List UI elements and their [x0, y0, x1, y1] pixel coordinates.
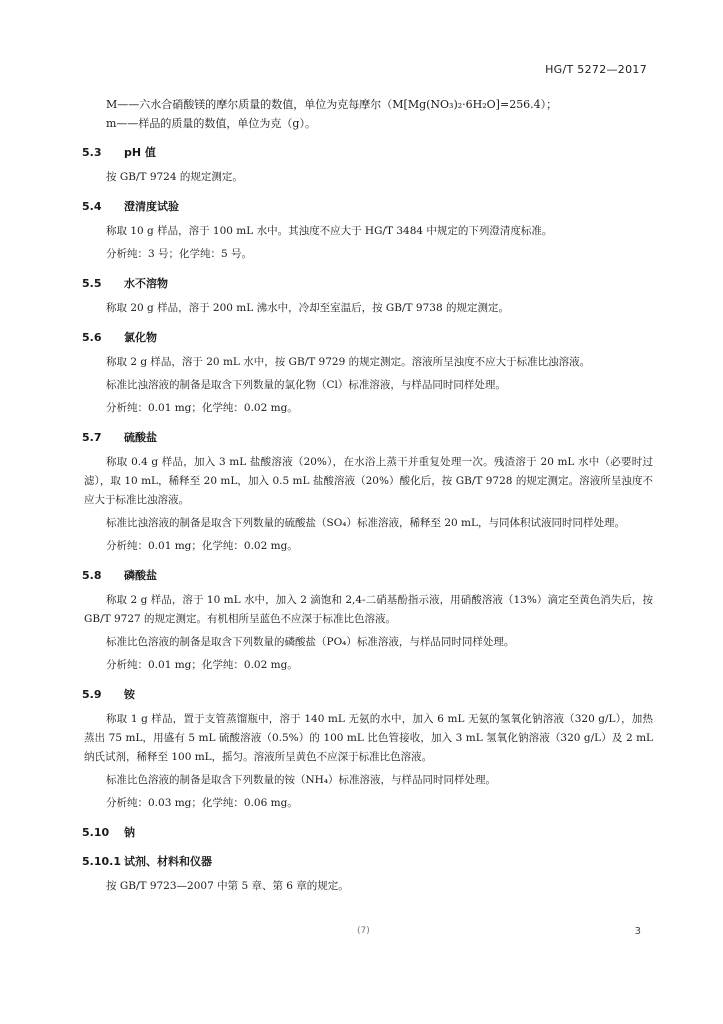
section-paragraph: 分析纯：0.01 mg；化学纯：0.02 mg。 — [106, 659, 298, 671]
section-paragraph: 称取 0.4 g 样品，加入 3 mL 盐酸溶液（20%），在水浴上蒸干并重复处理一次。残渣溶于 20 mL 水中（必要时过滤），取 10 mL，稀释至 20 mL，加入 0.5 mL 盐酸溶液（20%）酸化后，按 GB/T 9728 的规定测定。溶液所呈浊度不应大于标准比浊溶液。 — [84, 456, 653, 506]
page-number: 3 — [634, 926, 641, 937]
section-title: pH 值 — [124, 146, 156, 159]
section-heading — [82, 144, 723, 162]
section-title: 铵 — [124, 688, 135, 701]
section — [0, 144, 723, 187]
section-paragraph: 标准比色溶液的制备是取含下列数量的铵（NH₄）标准溶液，与样品同时同样处理。 — [106, 774, 497, 786]
section-number: 5.10.1 — [82, 855, 121, 868]
section-number: 5.6 — [82, 331, 102, 344]
doc-code: HG/T 5272—2017 — [545, 63, 647, 76]
section-heading — [82, 853, 723, 871]
section-heading — [82, 329, 723, 347]
section-number: 5.3 — [82, 146, 102, 159]
section-paragraph: 按 GB/T 9723—2007 中第 5 章、第 6 章的规定。 — [106, 880, 349, 892]
document-body — [0, 95, 723, 896]
section-heading — [82, 824, 723, 842]
section-paragraph: 称取 1 g 样品，置于支管蒸馏瓶中，溶于 140 mL 无氨的水中，加入 6 mL 无氨的氢氧化钠溶液（320 g/L），加热蒸出 75 mL，用盛有 5 mL 硫酸溶液（0.5%）的 100 mL 比色管接收，加入 3 mL 氢氧化钠溶液（320 g/L）及 2 mL 纳氏试剂，稀释至 100 mL，摇匀。溶液所呈黄色不应深于标准比色溶液。 — [84, 713, 653, 763]
section-number: 5.7 — [82, 431, 102, 444]
section-paragraph: 按 GB/T 9724 的规定测定。 — [106, 171, 243, 183]
section — [0, 853, 723, 896]
section-title: 水不溶物 — [124, 277, 168, 290]
section-paragraph: 分析纯：0.03 mg；化学纯：0.06 mg。 — [106, 797, 298, 809]
section-heading — [82, 429, 723, 447]
section-heading — [82, 567, 723, 585]
section-paragraph: 标准比色溶液的制备是取含下列数量的磷酸盐（PO₄）标准溶液，与样品同时同样处理。 — [106, 636, 515, 648]
section-number: 5.4 — [82, 200, 102, 213]
section-paragraph: 称取 2 g 样品，溶于 20 mL 水中，按 GB/T 9729 的规定测定。溶液所呈浊度不应大于标准比浊溶液。 — [106, 356, 591, 368]
section-paragraph: 标准比浊溶液的制备是取含下列数量的硫酸盐（SO₄）标准溶液，稀释至 20 mL，与同体积试液同时同样处理。 — [106, 517, 625, 529]
section-paragraph: 分析纯：0.01 mg；化学纯：0.02 mg。 — [106, 540, 298, 552]
section-title: 钠 — [124, 826, 135, 839]
section-number: 5.8 — [82, 569, 102, 582]
section — [0, 567, 723, 675]
section-paragraph: 分析纯：3 号；化学纯：5 号。 — [106, 248, 253, 260]
section — [0, 198, 723, 264]
section-title: 硫酸盐 — [124, 431, 157, 444]
section-number: 5.5 — [82, 277, 102, 290]
footer-mark: (7) — [357, 926, 370, 936]
section — [0, 275, 723, 318]
section-paragraph: 称取 10 g 样品，溶于 100 mL 水中。其浊度不应大于 HG/T 3484 中规定的下列澄清度标准。 — [106, 225, 553, 237]
variable-definition: M——六水合硝酸镁的摩尔质量的数值，单位为克每摩尔（M[Mg(NO₃)₂·6H₂O]=256.4）； — [106, 98, 558, 111]
section-title: 澄清度试验 — [124, 200, 179, 213]
section-title: 试剂、材料和仪器 — [124, 855, 212, 868]
section — [0, 824, 723, 842]
section-paragraph: 标准比浊溶液的制备是取含下列数量的氯化物（Cl）标准溶液，与样品同时同样处理。 — [106, 379, 506, 391]
section — [0, 686, 723, 813]
section-heading — [82, 198, 723, 216]
section-heading — [82, 275, 723, 293]
section-title: 氯化物 — [124, 331, 157, 344]
section-paragraph: 称取 2 g 样品，溶于 10 mL 水中，加入 2 滴饱和 2,4-二硝基酚指示液，用硝酸溶液（13%）滴定至黄色消失后，按 GB/T 9727 的规定测定。有机相所呈蓝色不应深于标准比色溶液。 — [84, 594, 653, 625]
section-title: 磷酸盐 — [124, 569, 157, 582]
section-paragraph: 分析纯：0.01 mg；化学纯：0.02 mg。 — [106, 402, 298, 414]
section-number: 5.9 — [82, 688, 102, 701]
section-paragraph: 称取 20 g 样品，溶于 200 mL 沸水中，冷却至室温后，按 GB/T 9738 的规定测定。 — [106, 302, 509, 314]
variable-definition: m——样品的质量的数值，单位为克（g）。 — [106, 117, 316, 130]
section — [0, 329, 723, 418]
section-heading — [82, 686, 723, 704]
section — [0, 429, 723, 556]
sections-container — [0, 144, 723, 896]
section-number: 5.10 — [82, 826, 110, 839]
